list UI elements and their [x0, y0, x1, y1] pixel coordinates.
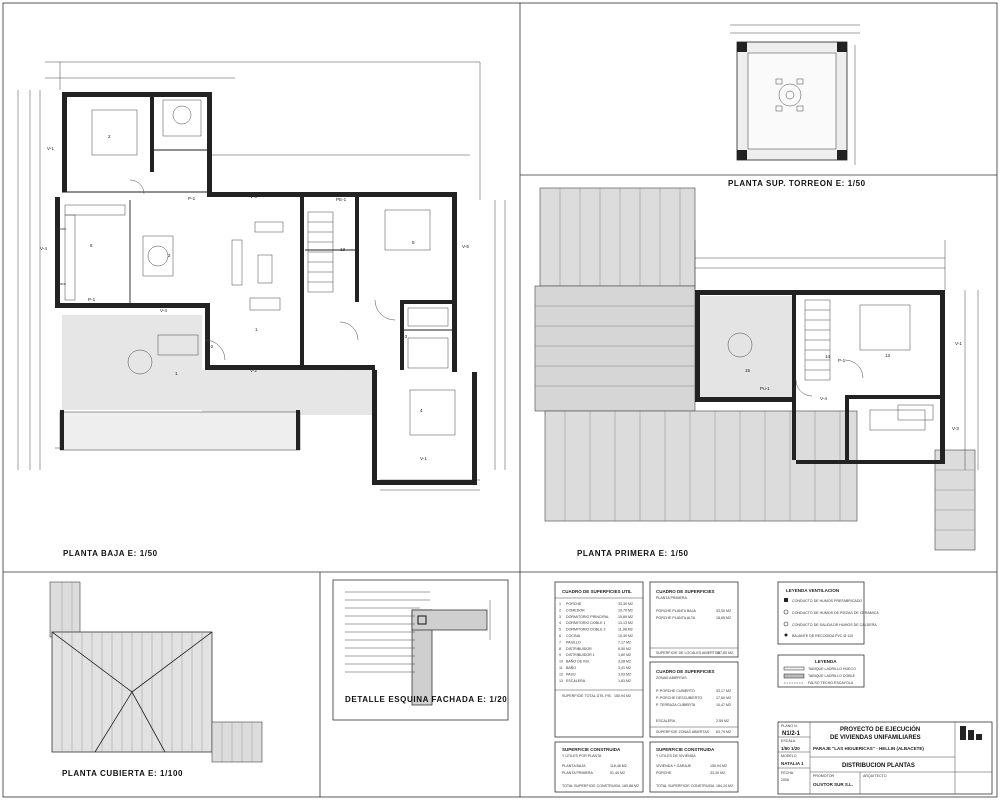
- torreon-title: PLANTA SUP. TORREON E: 1/50: [728, 179, 866, 188]
- table-rows: [559, 602, 633, 683]
- table-row-value: 1,80 M2: [618, 653, 631, 658]
- legend-item: TABIQUE LADRILLO HUECO: [808, 667, 856, 671]
- table-row: 6: [559, 634, 561, 638]
- table-row: 4: [559, 621, 561, 626]
- table-row: DISTRIBUIDOR: [566, 646, 592, 651]
- cuadro-superficies-2-table: [650, 582, 738, 657]
- table-total-label: SUPERFICIE DE LOCALES ABIERTOS: [656, 651, 720, 655]
- cuadro-superficies-util-table: [555, 582, 643, 737]
- detalle-title: DETALLE ESQUINA FACHADA E: 1/20: [345, 695, 508, 704]
- table-row: P. TERRAZA CUBIERTA: [656, 703, 696, 707]
- promotor-value: OLIVTOR SUR S.L.: [813, 782, 854, 787]
- table-row: PASO: [566, 672, 576, 677]
- room-label: 1: [255, 327, 258, 332]
- table-row: PORCHE PLANTA BAJA: [656, 609, 696, 613]
- table-row-value: 11,98 M2: [618, 627, 633, 632]
- window-label: V-1: [955, 341, 962, 346]
- architect-logo: [960, 726, 982, 740]
- room-label: 4: [420, 408, 423, 413]
- table-row: PASILLO: [566, 640, 581, 645]
- table-row: COCINA: [566, 634, 580, 638]
- room-label: 14: [825, 354, 831, 359]
- table-row: DORMITORIO PRINCIPAL: [566, 614, 609, 619]
- table-row-value: 3,28 M2: [618, 659, 631, 664]
- planta-cubierta-title: PLANTA CUBIERTA E: 1/100: [62, 769, 184, 778]
- table-row: 2: [559, 608, 561, 613]
- table-row: 8: [559, 646, 561, 651]
- table-row: 3: [559, 614, 561, 619]
- table-row-value: 13,13 M2: [618, 621, 633, 626]
- door-label: P-1: [838, 358, 846, 363]
- table-row: 13: [559, 678, 563, 683]
- table-row-value: 51,40 M2: [610, 771, 625, 775]
- table-row: COMEDOR: [566, 608, 585, 613]
- table-title: SUPERFICIE CONSTRUIDA: [562, 747, 621, 752]
- table-row: BAÑO: [566, 666, 577, 670]
- table-row: 12: [559, 672, 563, 677]
- room-label: 1: [175, 371, 178, 376]
- table-total-value: 169,88 M2: [622, 784, 639, 788]
- room-label: 5: [412, 240, 415, 245]
- modelo-value: NATALIA 1: [781, 761, 804, 766]
- table-row-value: 2,55 M2: [716, 719, 729, 723]
- table-row-value: 33,17 M2: [716, 689, 731, 693]
- table-row-value: 18,65 M2: [716, 616, 731, 620]
- table-total-value: 107,80 M2: [716, 651, 733, 655]
- table-title: CUADRO DE SUPERFICIES: [656, 669, 715, 674]
- table-row-value: 6,50 M2: [618, 646, 631, 651]
- door-label: PE-1: [336, 197, 347, 202]
- window-label: V-5: [462, 244, 469, 249]
- arquitecto-label: ARQUITECTO: [863, 774, 887, 778]
- table-row-value: 1,83 M2: [618, 678, 631, 683]
- table-row-value: 118,48 M2: [610, 764, 627, 768]
- door-label: PE-2: [338, 366, 349, 371]
- planta-baja-plan: [18, 62, 505, 558]
- table-row: 10: [559, 659, 563, 664]
- room-label: 13: [340, 247, 346, 252]
- table-row: PORCHE: [656, 771, 672, 775]
- window-label: V-1: [420, 456, 427, 461]
- table-row-value: 15,89 M2: [618, 614, 633, 619]
- table-total-value: 150,94 M2: [614, 694, 631, 698]
- table-row: ESCALERA: [566, 678, 586, 683]
- table-row-value: 33,30 M2: [710, 771, 725, 775]
- cuadro-superficies-3-table: [650, 662, 738, 737]
- superficie-construida-1-table: [555, 742, 643, 792]
- plano-number: N1/2-1: [782, 731, 801, 737]
- table-row-value: 19,70 M2: [618, 608, 633, 613]
- table-row-value: 3,93 M2: [618, 672, 631, 677]
- table-row-value: 10,47 M2: [716, 703, 731, 707]
- window-label: V-4: [820, 396, 827, 401]
- table-total-value: 63,79 M2: [716, 730, 731, 734]
- table-title: CUADRO DE SUPERFICIES UTIL: [562, 589, 632, 594]
- door-label: Pu-1: [760, 386, 770, 391]
- door-label: P-1: [188, 196, 196, 201]
- kitchen-label: Lava: [58, 282, 66, 286]
- table-row: DORMITORIO DOBLE 1: [566, 621, 606, 626]
- planta-primera-title: PLANTA PRIMERA E: 1/50: [577, 549, 689, 558]
- room-label: 13: [885, 353, 891, 358]
- table-subtitle: PLANTA PRIMERA: [656, 596, 687, 600]
- legend-title: LEYENDA VENTILACION: [786, 588, 840, 593]
- promotor-label: PROMOTOR: [813, 774, 835, 778]
- table-row: 5: [559, 627, 561, 632]
- room-label: 15: [745, 368, 751, 373]
- legend-item: CONDUCTO DE HUMOS DE PIEZAS DE CERAMICA: [792, 611, 879, 615]
- table-total-label: SUPERFICIE ZONAS ABIERTAS: [656, 730, 710, 734]
- window-label: V-4: [40, 246, 47, 251]
- kitchen-label: Lavad.: [56, 227, 67, 231]
- planta-baja-title: PLANTA BAJA E: 1/50: [63, 549, 158, 558]
- project-subtitle: DE VIVIENDAS UNIFAMILIARES: [830, 735, 921, 741]
- table-row: 9: [559, 653, 561, 658]
- plano-label: PLANO N.: [781, 724, 798, 728]
- window-label: V-2: [250, 368, 257, 373]
- table-subtitle: Y ÚTILES POR PLANTA: [562, 754, 602, 758]
- room-label: 2: [108, 134, 111, 139]
- table-row: P. PORCHE DESCUBIERTO: [656, 696, 703, 700]
- project-location: PARAJE "LAS HIGUERICAS" - HELLIN (ALBACETE): [813, 746, 924, 751]
- window-label: V-3: [952, 426, 959, 431]
- table-row: DISTRIBUIDOR 1: [566, 653, 595, 658]
- legend-ventilacion: [778, 582, 879, 644]
- sheet-title: DISTRIBUCION PLANTAS: [842, 763, 915, 769]
- table-total-label: TOTAL SUPERFICIE CONSTRUIDA: [656, 784, 715, 788]
- table-row: PORCHE: [566, 602, 582, 606]
- table-total-label: SUPERFICIE TOTAL ÚTIL P.B.: [562, 694, 612, 698]
- table-row: PORCHE PLANTA ALTA: [656, 616, 696, 620]
- table-title: SUPERFICIE CONSTRUIDA: [656, 747, 715, 752]
- table-row-value: 3,41 M2: [618, 666, 631, 670]
- project-title: PROYECTO DE EJECUCIÓN: [840, 727, 921, 733]
- legend-2: [778, 655, 864, 687]
- table-row: DORMITORIO DOBLE 2: [566, 627, 606, 632]
- table-row-value: 33,30 M2: [716, 609, 731, 613]
- legend-item: FALSO TECHO ESCAYOLA: [808, 681, 854, 685]
- door-label: P-2: [206, 344, 214, 349]
- table-row: 1: [559, 602, 561, 606]
- legend-item: BAJANTE DE RECOGIDA PVC Ø 110: [792, 634, 854, 638]
- table-row-value: 33,30 M2: [618, 602, 633, 606]
- door-label: P-1: [88, 297, 96, 302]
- table-row: BAÑO DE INV.: [566, 659, 590, 664]
- fecha-label: FECHA: [781, 771, 794, 775]
- planta-primera-plan: [535, 188, 978, 558]
- window-label: V-4: [160, 308, 167, 313]
- table-row: PLANTA PRIMERA: [562, 771, 593, 775]
- window-label: V-3: [250, 194, 257, 199]
- modelo-label: MODELO: [781, 754, 797, 758]
- legend-item: TABIQUE LADRILLO DOBLE: [808, 674, 856, 678]
- table-subtitle: ZONAS ABIERTAS: [656, 676, 687, 680]
- planta-cubierta-plan: [50, 582, 262, 778]
- table-row: 11: [559, 666, 563, 670]
- table-row-value: 150,94 M2: [710, 764, 727, 768]
- torreon-plan: [728, 25, 866, 188]
- fecha-value: 2006: [781, 778, 789, 782]
- room-label: 2: [168, 253, 171, 258]
- room-label: 6: [90, 243, 93, 248]
- table-total-label: TOTAL SUPERFICIE CONSTRUIDA: [562, 784, 621, 788]
- legend-item: CONDUCTO DE HUMOS PREFABRICADO: [792, 599, 863, 603]
- table-row: PLANTA BAJA: [562, 764, 586, 768]
- window-label: V-1: [47, 146, 54, 151]
- table-title: CUADRO DE SUPERFICIES: [656, 589, 715, 594]
- table-total-value: 184,24 M2: [716, 784, 733, 788]
- superficie-construida-2-table: [650, 742, 738, 792]
- table-row-value: 7,17 M2: [618, 640, 631, 645]
- table-row-value: 10,30 M2: [618, 634, 633, 638]
- escala-value: 1/50 1/20: [781, 746, 800, 751]
- table-row: ESCALERA: [656, 719, 676, 723]
- door-label: P-3: [400, 334, 408, 339]
- legend-item: CONDUCTO DE SALIDA DE HUMOS DE CALDERA: [792, 623, 877, 627]
- table-row: 7: [559, 640, 561, 645]
- title-block: [778, 722, 992, 794]
- table-row-value: 17,60 M2: [716, 696, 731, 700]
- escala-label: ESCALA: [781, 739, 796, 743]
- legend-title: LEYENDA: [815, 659, 837, 664]
- table-row: VIVIENDA + GARAJE: [656, 764, 692, 768]
- table-row: P. PORCHE CUBIERTO: [656, 689, 695, 693]
- detalle-esquina: [333, 580, 508, 720]
- table-subtitle: Y ÚTILES DE VIVIENDA: [656, 754, 696, 758]
